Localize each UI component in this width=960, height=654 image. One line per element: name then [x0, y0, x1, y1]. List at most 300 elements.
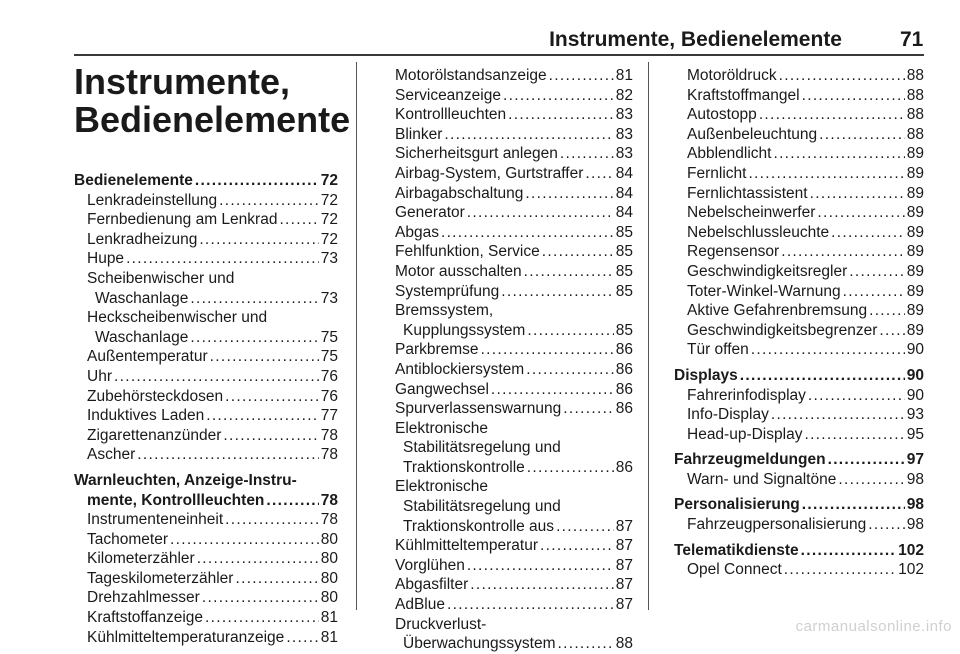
- toc-entry-line: [74, 289, 338, 309]
- toc-page-number: 98: [906, 470, 924, 488]
- toc-entry-title: Nebelscheinwerfer: [687, 204, 816, 222]
- toc-entry-line: [674, 366, 924, 386]
- toc-entry: [674, 301, 924, 321]
- dot-leader: [781, 242, 905, 262]
- toc-entry-title: Außenbeleuchtung: [687, 125, 818, 143]
- toc-entry-title: Geschwindigkeitsregler: [687, 262, 848, 280]
- toc-entry-title: Scheibenwischer und: [87, 269, 235, 287]
- toc-entry-title: Info-Display: [687, 406, 769, 424]
- dot-leader: [527, 321, 613, 341]
- toc-entry: [674, 105, 924, 125]
- toc-entry-line: [674, 405, 924, 425]
- toc-entry-line: [74, 426, 338, 446]
- toc-page-number: 89: [906, 321, 924, 339]
- toc-entry-title: Fernbedienung am Lenkrad: [87, 211, 278, 229]
- toc-entry-title: Warn- und Signaltöne: [687, 470, 837, 488]
- toc-entry-line: [382, 164, 633, 184]
- toc-entry-line: [74, 549, 338, 569]
- toc-entry: [674, 66, 924, 86]
- toc-entry: [674, 386, 924, 406]
- toc-entry: [382, 203, 633, 223]
- toc-page-number: 72: [320, 211, 338, 229]
- dot-leader: [137, 445, 319, 465]
- dot-leader: [542, 242, 614, 262]
- dot-leader: [784, 560, 896, 580]
- dot-leader: [563, 399, 613, 419]
- toc-page-number: 85: [615, 282, 633, 300]
- toc-entry-line: [674, 301, 924, 321]
- toc-entry-title: Serviceanzeige: [395, 86, 501, 104]
- toc-entry-line: [74, 249, 338, 269]
- toc-page-number: 85: [615, 243, 633, 261]
- toc-entry: [382, 66, 633, 86]
- toc-entry-line: [674, 560, 924, 580]
- toc-entry: [674, 515, 924, 535]
- toc-page-number: 80: [320, 569, 338, 587]
- toc-section: [674, 450, 924, 470]
- toc-entry: [674, 86, 924, 106]
- toc-entry-line: [74, 569, 338, 589]
- toc-page-number: 87: [615, 537, 633, 555]
- toc-entry-line: [382, 282, 633, 302]
- toc-entry-title: Überwachungssystem: [403, 635, 556, 653]
- toc-page-number: 102: [898, 541, 924, 559]
- dot-leader: [199, 230, 318, 250]
- toc-page-number: 85: [615, 321, 633, 339]
- dot-leader: [467, 203, 614, 223]
- toc-entry-title: Waschanlage: [95, 289, 189, 307]
- toc-entry-title: Blinker: [395, 125, 443, 143]
- toc-entry: [382, 242, 633, 262]
- toc-entry-title: Stabilitätsregelung und: [403, 439, 561, 457]
- toc-page-number: 88: [615, 635, 633, 653]
- toc-entry-line: [674, 262, 924, 282]
- dot-leader: [524, 262, 614, 282]
- toc-entry: [674, 282, 924, 302]
- chapter-title: Instrumente, Bedienelemente: [74, 61, 351, 140]
- toc-entry-line: [74, 445, 338, 465]
- toc-entry: [382, 144, 633, 164]
- toc-column-3: [674, 66, 924, 580]
- toc-entry-title: Fahrerinfodisplay: [687, 386, 806, 404]
- toc-entry-title: Tachometer: [87, 530, 168, 548]
- toc-entry-title: Elektronische: [395, 419, 489, 437]
- toc-entry-line: [74, 328, 338, 348]
- toc-page-number: 89: [906, 243, 924, 261]
- toc-section: [74, 171, 338, 191]
- toc-entry-title: Kilometerzähler: [87, 550, 195, 568]
- toc-page-number: 80: [320, 550, 338, 568]
- dot-leader: [740, 366, 905, 386]
- toc-entry-line: [74, 491, 338, 511]
- toc-page-number: 73: [320, 289, 338, 307]
- toc-entry: [382, 380, 633, 400]
- toc-entry-title: Displays: [674, 366, 738, 384]
- toc-entry-title: Fehlfunktion, Service: [395, 243, 540, 261]
- toc-entry-line: [382, 575, 633, 595]
- toc-page-number: 89: [906, 223, 924, 241]
- toc-entry-line: [74, 588, 338, 608]
- toc-entry-title: Kontrollleuchten: [395, 106, 507, 124]
- toc-entry: [674, 144, 924, 164]
- toc-entry-title: Außentemperatur: [87, 348, 208, 366]
- dot-leader: [206, 406, 319, 426]
- toc-entry: [74, 510, 338, 530]
- dot-leader: [773, 144, 904, 164]
- toc-entry: [74, 426, 338, 446]
- toc-entry-title: Antiblockiersystem: [395, 360, 525, 378]
- toc-entry-line: [74, 191, 338, 211]
- toc-entry: [674, 125, 924, 145]
- toc-entry-title: Kühlmitteltemperaturanzeige: [87, 628, 285, 646]
- toc-page-number: 76: [320, 367, 338, 385]
- toc-entry-line: [382, 105, 633, 125]
- toc-entry-line: [382, 321, 633, 341]
- toc-page-number: 90: [906, 341, 924, 359]
- dot-leader: [819, 125, 905, 145]
- toc-page-number: 85: [615, 262, 633, 280]
- toc-entry: [674, 405, 924, 425]
- toc-entry-title: Gangwechsel: [395, 380, 489, 398]
- toc-page-number: 97: [906, 451, 924, 469]
- toc-entry-line: [674, 340, 924, 360]
- toc-entry: [382, 556, 633, 576]
- dot-leader: [190, 328, 318, 348]
- dot-leader: [470, 575, 614, 595]
- toc-entry: [74, 549, 338, 569]
- toc-entry-title: Zigarettenanzünder: [87, 426, 222, 444]
- toc-entry-title: Abgasfilter: [395, 576, 469, 594]
- toc-entry: [74, 406, 338, 426]
- toc-entry: [674, 321, 924, 341]
- toc-entry-line: [674, 203, 924, 223]
- toc-entry-line: [674, 386, 924, 406]
- toc-entry: [74, 387, 338, 407]
- dot-leader: [838, 470, 904, 490]
- dot-leader: [481, 340, 614, 360]
- toc-entry-title: AdBlue: [395, 596, 445, 614]
- toc-entry: [74, 269, 338, 308]
- toc-page-number: 76: [320, 387, 338, 405]
- toc-entry: [74, 191, 338, 211]
- dot-leader: [556, 517, 614, 537]
- toc-page-number: 78: [320, 511, 338, 529]
- dot-leader: [526, 360, 614, 380]
- toc-entry-title: Autostopp: [687, 106, 757, 124]
- toc-entry-line: [382, 184, 633, 204]
- toc-entry-title: Kühlmitteltemperatur: [395, 537, 539, 555]
- toc-page-number: 87: [615, 596, 633, 614]
- toc-entry-title: Airbagabschaltung: [395, 184, 524, 202]
- toc-entry: [674, 164, 924, 184]
- toc-entry-line: [382, 203, 633, 223]
- dot-leader: [266, 491, 318, 511]
- toc-entry-line: [674, 223, 924, 243]
- toc-page-number: 78: [320, 426, 338, 444]
- dot-leader: [447, 595, 614, 615]
- toc-entry-title: Drehzahlmesser: [87, 589, 200, 607]
- toc-entry-line: [382, 223, 633, 243]
- toc-entry: [674, 242, 924, 262]
- toc-page-number: 72: [320, 191, 338, 209]
- toc-entry: [674, 470, 924, 490]
- toc-entry: [74, 367, 338, 387]
- toc-entry-title: Toter-Winkel-Warnung: [687, 282, 841, 300]
- dot-leader: [557, 634, 613, 654]
- dot-leader: [205, 608, 319, 628]
- toc-page-number: 81: [615, 67, 633, 84]
- toc-entry: [74, 588, 338, 608]
- toc-page-number: 81: [320, 628, 338, 646]
- toc-entry-line: [382, 144, 633, 164]
- toc-entry: [382, 301, 633, 340]
- toc-entry: [74, 308, 338, 347]
- dot-leader: [503, 86, 614, 106]
- toc-entry-line: [674, 86, 924, 106]
- dot-leader: [779, 66, 905, 86]
- dot-leader: [126, 249, 319, 269]
- toc-page-number: 80: [320, 530, 338, 548]
- toc-entry: [74, 230, 338, 250]
- toc-entry-line: [674, 470, 924, 490]
- toc-entry-title: Uhr: [87, 367, 112, 385]
- toc-entry-title: Motoröldruck: [687, 67, 777, 84]
- toc-page-number: 98: [906, 516, 924, 534]
- toc-page-number: 93: [906, 406, 924, 424]
- toc-entry-title: Tür offen: [687, 341, 749, 359]
- toc-entry: [674, 223, 924, 243]
- toc-page-number: 81: [320, 609, 338, 627]
- toc-entry-title: Lenkradeinstellung: [87, 191, 218, 209]
- toc-column-1: [74, 171, 338, 647]
- toc-entry-title: Induktives Laden: [87, 407, 205, 425]
- toc-entry-line: [674, 541, 924, 561]
- toc-entry-title: mente, Kontrollleuchten: [87, 491, 265, 509]
- watermark: carmanualsonline.info: [795, 618, 952, 635]
- toc-page-number: 89: [906, 145, 924, 163]
- toc-entry: [382, 575, 633, 595]
- toc-entry: [382, 536, 633, 556]
- toc-entry-line: [382, 634, 633, 654]
- toc-entry: [74, 445, 338, 465]
- toc-page-number: 86: [615, 341, 633, 359]
- dot-leader: [210, 347, 319, 367]
- toc-entry: [74, 530, 338, 550]
- toc-entry: [74, 347, 338, 367]
- dot-leader: [868, 515, 905, 535]
- toc-entry-line: [382, 399, 633, 419]
- toc-entry: [382, 419, 633, 478]
- dot-leader: [828, 450, 905, 470]
- toc-entry-line: [674, 450, 924, 470]
- toc-page-number: 89: [906, 282, 924, 300]
- dot-leader: [560, 144, 614, 164]
- toc-entry-title: Warnleuchten, Anzeige-Instru-: [74, 471, 297, 489]
- toc-entry-title: Kraftstoffmangel: [687, 86, 800, 104]
- toc-entry-line: [674, 282, 924, 302]
- toc-entry-title: Abgas: [395, 223, 439, 241]
- toc-entry: [74, 210, 338, 230]
- dot-leader: [810, 184, 905, 204]
- dot-leader: [286, 628, 318, 648]
- toc-entry: [74, 628, 338, 648]
- toc-page-number: 89: [906, 164, 924, 182]
- toc-entry-line: [382, 458, 633, 478]
- toc-page-number: 87: [615, 556, 633, 574]
- toc-page-number: 86: [615, 400, 633, 418]
- dot-leader: [114, 367, 319, 387]
- toc-entry: [674, 203, 924, 223]
- toc-entry-line: [74, 530, 338, 550]
- toc-entry-title: Nebelschlussleuchte: [687, 223, 830, 241]
- toc-entry-line: [674, 105, 924, 125]
- dot-leader: [197, 549, 319, 569]
- toc-page-number: 83: [615, 125, 633, 143]
- toc-entry: [382, 340, 633, 360]
- toc-entry-line: [74, 230, 338, 250]
- toc-page-number: 88: [906, 67, 924, 84]
- toc-page-number: 72: [320, 172, 338, 189]
- toc-entry: [382, 184, 633, 204]
- toc-entry: [74, 608, 338, 628]
- dot-leader: [441, 223, 614, 243]
- toc-entry-line: [74, 510, 338, 530]
- toc-entry-title: Airbag-System, Gurtstraffer: [395, 164, 584, 182]
- dot-leader: [508, 105, 614, 125]
- toc-entry: [382, 477, 633, 536]
- column-divider: [648, 62, 649, 610]
- toc-entry-title: Fahrzeugpersonalisierung: [687, 516, 867, 534]
- toc-entry-line: [382, 262, 633, 282]
- toc-entry: [382, 223, 633, 243]
- dot-leader: [235, 569, 318, 589]
- dot-leader: [540, 536, 614, 556]
- toc-entry-line: [382, 556, 633, 576]
- toc-entry-title: Fernlicht: [687, 164, 747, 182]
- toc-entry-line: [382, 242, 633, 262]
- dot-leader: [771, 405, 905, 425]
- toc-entry-title: Druckverlust-: [395, 615, 487, 633]
- toc-entry-line: [674, 184, 924, 204]
- toc-entry-line: [74, 628, 338, 648]
- toc-page-number: 78: [320, 446, 338, 464]
- running-header-title: Instrumente, Bedienelemente: [549, 28, 842, 51]
- toc-entry-title: Bedienelemente: [74, 172, 193, 189]
- toc-entry-title: Traktionskontrolle: [403, 458, 525, 476]
- dot-leader: [467, 556, 614, 576]
- toc-entry-title: Sicherheitsgurt anlegen: [395, 145, 558, 163]
- toc-entry-title: Fahrzeugmeldungen: [674, 451, 826, 469]
- toc-entry: [382, 360, 633, 380]
- toc-entry: [382, 262, 633, 282]
- toc-entry-title: Systemprüfung: [395, 282, 500, 300]
- toc-entry-line: [74, 171, 338, 191]
- dot-leader: [219, 191, 319, 211]
- dot-leader: [549, 66, 614, 86]
- toc-entry-line: [382, 517, 633, 537]
- toc-page-number: 86: [615, 360, 633, 378]
- toc-entry-title: Elektronische: [395, 478, 489, 496]
- toc-entry-line: [74, 347, 338, 367]
- toc-page-number: 83: [615, 145, 633, 163]
- toc-page-number: 83: [615, 106, 633, 124]
- toc-page-number: 85: [615, 223, 633, 241]
- toc-entry-title: Parkbremse: [395, 341, 479, 359]
- toc-entry-title: Opel Connect: [687, 561, 782, 579]
- toc-entry-line: [674, 144, 924, 164]
- toc-entry-line: [674, 125, 924, 145]
- dot-leader: [170, 530, 319, 550]
- dot-leader: [223, 426, 318, 446]
- toc-entry-line: [382, 380, 633, 400]
- dot-leader: [801, 541, 897, 561]
- toc-entry: [674, 340, 924, 360]
- toc-page-number: 87: [615, 517, 633, 535]
- dot-leader: [225, 510, 319, 530]
- toc-page-number: 84: [615, 164, 633, 182]
- toc-column-2: [382, 66, 633, 654]
- toc-page-number: 84: [615, 204, 633, 222]
- toc-page-number: 87: [615, 576, 633, 594]
- toc-entry-title: Geschwindigkeitsbegrenzer: [687, 321, 878, 339]
- toc-section: [674, 495, 924, 515]
- toc-entry: [382, 615, 633, 654]
- toc-entry-title: Waschanlage: [95, 328, 189, 346]
- toc-page-number: 89: [906, 184, 924, 202]
- toc-page-number: 98: [906, 496, 924, 514]
- toc-entry: [74, 249, 338, 269]
- header-rule: [74, 54, 924, 56]
- toc-entry-title: Motorölstandsanzeige: [395, 67, 547, 84]
- toc-entry-title: Heckscheibenwischer und: [87, 309, 268, 327]
- toc-entry-line: [674, 66, 924, 86]
- toc-page-number: 89: [906, 262, 924, 280]
- toc-entry-title: Head-up-Display: [687, 425, 803, 443]
- toc-entry-title: Personalisierung: [674, 496, 800, 514]
- toc-entry-title: Stabilitätsregelung und: [403, 498, 561, 516]
- toc-entry-line: [74, 387, 338, 407]
- toc-entry: [382, 105, 633, 125]
- dot-leader: [879, 321, 904, 341]
- toc-entry: [74, 569, 338, 589]
- toc-entry-line: [74, 367, 338, 387]
- dot-leader: [849, 262, 905, 282]
- dot-leader: [804, 425, 904, 445]
- toc-entry-line: [382, 360, 633, 380]
- toc-page-number: 80: [320, 589, 338, 607]
- dot-leader: [225, 387, 319, 407]
- toc-entry-title: Instrumenteneinheit: [87, 511, 224, 529]
- dot-leader: [585, 164, 613, 184]
- dot-leader: [802, 495, 905, 515]
- toc-entry-title: Motor ausschalten: [395, 262, 522, 280]
- toc-page-number: 90: [906, 386, 924, 404]
- toc-entry-title: Generator: [395, 204, 465, 222]
- toc-page-number: 77: [320, 407, 338, 425]
- toc-entry-title: Bremssystem,: [395, 302, 494, 320]
- dot-leader: [190, 289, 318, 309]
- toc-entry-line: [74, 608, 338, 628]
- toc-entry: [674, 560, 924, 580]
- toc-entry: [674, 425, 924, 445]
- toc-page-number: 88: [906, 125, 924, 143]
- dot-leader: [759, 105, 905, 125]
- toc-entry: [382, 282, 633, 302]
- toc-entry-line: [674, 321, 924, 341]
- toc-entry-line: [74, 210, 338, 230]
- toc-entry-line: [382, 66, 633, 86]
- toc-page-number: 89: [906, 204, 924, 222]
